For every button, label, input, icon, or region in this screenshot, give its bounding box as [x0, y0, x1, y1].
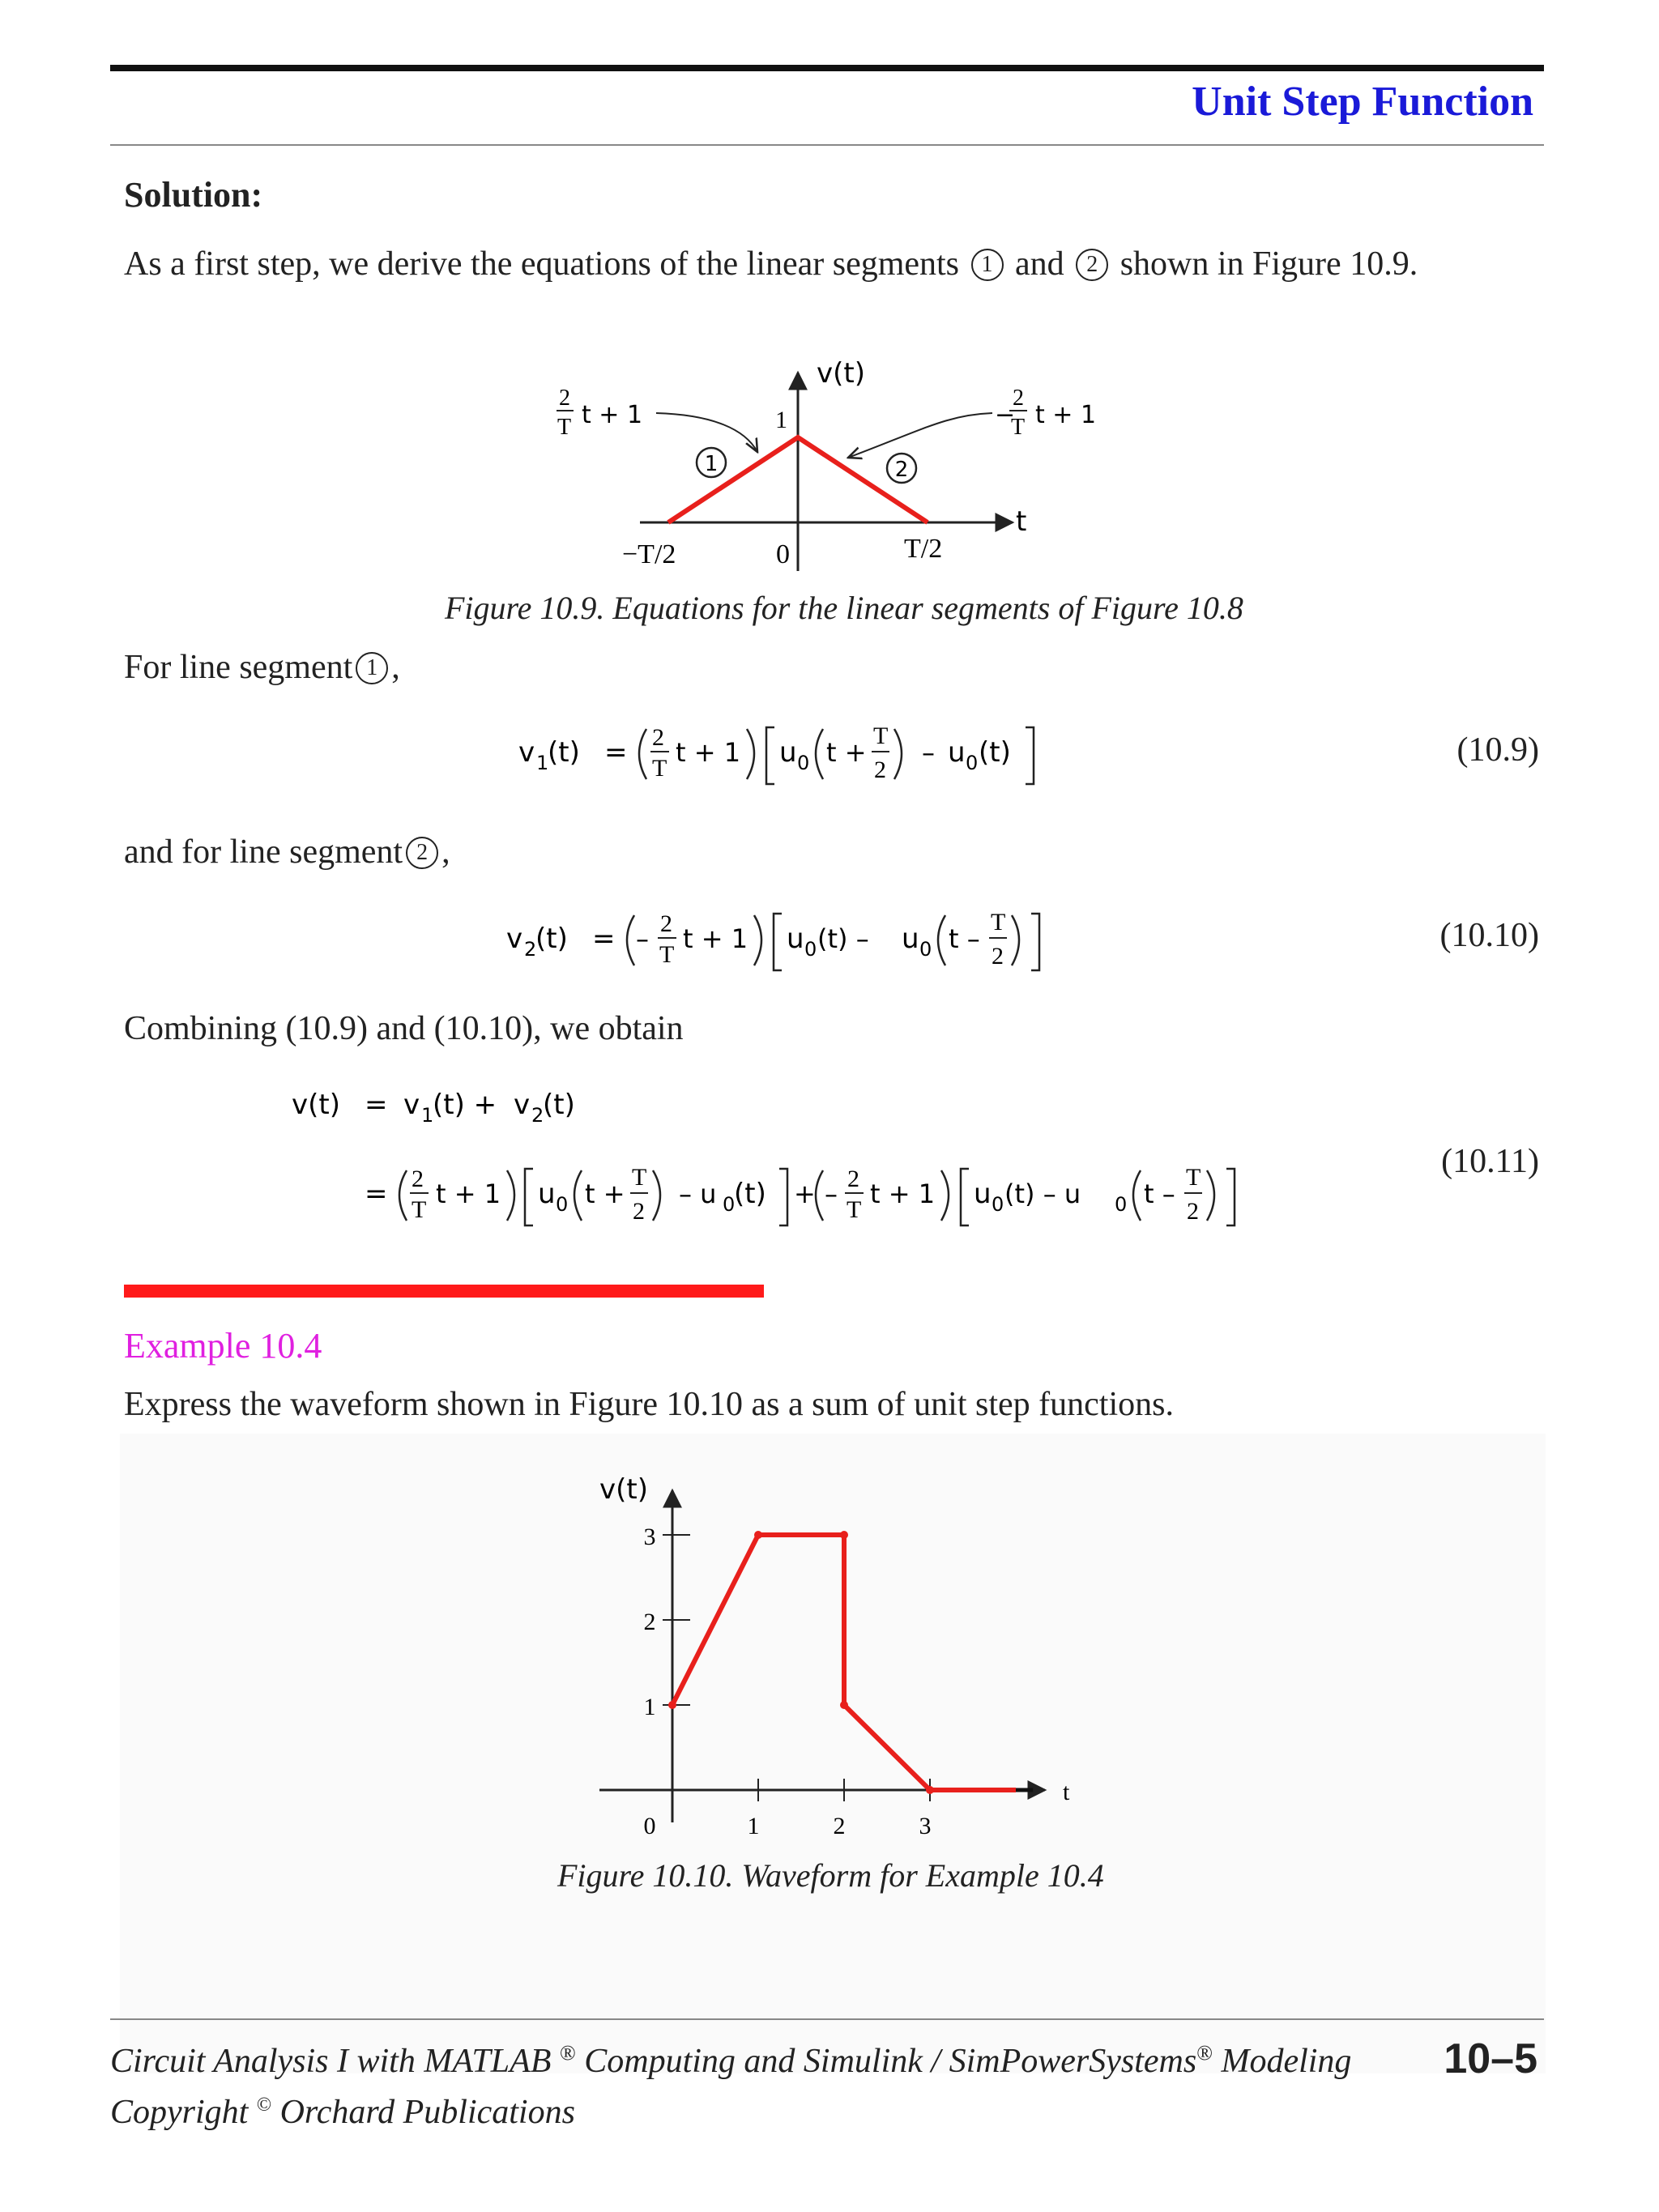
equation-10-9: [502, 703, 1085, 800]
eq11-a-den: T: [412, 1196, 427, 1223]
fig9-right-den: T: [1011, 415, 1026, 440]
fig9-tick-pos: T/2: [904, 534, 943, 564]
footer-registered-2: ®: [1196, 2041, 1213, 2065]
eq11-d-sign: –: [825, 1178, 838, 1209]
eq11-v1: v: [403, 1089, 420, 1121]
eq11-c: – u: [679, 1178, 717, 1209]
fig10-point: [840, 1701, 848, 1709]
footer-line-2: [110, 2093, 575, 2132]
eq9-coef-rest: t + 1: [676, 737, 741, 768]
segment-1-marker: 1: [971, 249, 1004, 281]
eq10-u2-num: T: [991, 909, 1006, 936]
equation-10-9-number: (10.9): [1456, 731, 1539, 769]
fig10-ylabel: v(t): [599, 1473, 648, 1506]
eq11-a-rest: t + 1: [436, 1178, 501, 1209]
eq10-coef-sign: –: [636, 923, 649, 954]
fig9-tick-zero: 0: [776, 539, 790, 569]
footer-copyright-symbol: ©: [256, 2095, 272, 2116]
fig9-left-rest: t + 1: [582, 401, 643, 429]
header-rule: [110, 144, 1544, 146]
fig9-marker-2: 2: [894, 458, 909, 482]
eq10-u2-den: 2: [992, 943, 1004, 970]
fig9-marker-1: 1: [704, 452, 719, 476]
segment-1-text: For line segment: [124, 649, 353, 686]
segment-2-comma: ,: [441, 833, 450, 871]
eq11-e-arg2: t –: [1144, 1178, 1175, 1209]
eq10-u1-arg: (t) –: [817, 923, 869, 954]
eq11-e-sub: 0: [992, 1193, 1004, 1216]
segment-1-paragraph: [124, 648, 400, 687]
figure-10-9: [535, 356, 1150, 591]
eq11-e-sub2: 0: [1115, 1193, 1128, 1216]
eq11-b-den: 2: [633, 1198, 645, 1225]
eq10-u1: u: [787, 923, 804, 955]
eq9-minus: –: [922, 737, 935, 768]
eq10-coef-rest: t + 1: [683, 923, 748, 954]
intro-after: shown in Figure 10.9.: [1120, 245, 1418, 283]
fig10-waveform: [672, 1535, 1016, 1790]
eq11-d-num: 2: [847, 1166, 859, 1192]
equation-10-11-number: (10.11): [1441, 1143, 1539, 1180]
eq11-e-num: T: [1186, 1164, 1201, 1191]
eq9-lhs-sub: 1: [536, 752, 549, 774]
eq10-coef-num: 2: [660, 910, 672, 937]
eq10-u2: u: [902, 923, 919, 955]
fig9-right-num: 2: [1013, 386, 1024, 411]
eq11-equals-2: =: [365, 1178, 388, 1210]
eq9-u1: u: [779, 736, 797, 769]
eq11-e-arg: (t) – u: [1004, 1178, 1081, 1209]
top-rule: [110, 65, 1544, 71]
eq11-e: u: [974, 1178, 992, 1210]
fig10-xlabel: t: [1063, 1779, 1070, 1805]
combining-text: Combining (10.9) and (10.10), we obtain: [124, 1010, 684, 1047]
eq11-v1-sub: 1: [421, 1104, 434, 1127]
eq9-u2-arg: (t): [979, 736, 1011, 769]
fig10-y-tick-label: 3: [643, 1524, 656, 1550]
header-title: Unit Step Function: [1192, 79, 1533, 125]
eq11-b-arg: t +: [585, 1178, 625, 1209]
eq11-lhs: v(t): [292, 1089, 340, 1121]
eq11-plus: +: [794, 1178, 816, 1209]
fig10-x-tick-label: 3: [919, 1813, 932, 1839]
fig10-point: [668, 1701, 676, 1709]
eq11-c-sub: 0: [723, 1193, 736, 1216]
fig9-ylabel: v(t): [817, 357, 865, 390]
eq9-u2: u: [948, 736, 966, 769]
eq11-c-arg: (t): [734, 1178, 766, 1210]
fig10-point: [926, 1786, 934, 1794]
eq9-u2-sub: 0: [966, 752, 979, 774]
fig9-right-sign: −: [995, 401, 1016, 429]
eq10-lhs-arg: (t): [535, 923, 568, 955]
figure-10-10-chart: [551, 1466, 1118, 1855]
eq11-d-den: T: [847, 1196, 862, 1223]
fig9-left-den: T: [557, 415, 572, 440]
example-text: Express the waveform shown in Figure 10.10 as a sum of unit step functions.: [124, 1386, 1174, 1423]
eq11-b-num: T: [632, 1164, 647, 1191]
footer-rule: [110, 2018, 1544, 2020]
fig9-peak-label: 1: [775, 407, 787, 433]
fig10-x-tick-label: 2: [833, 1813, 846, 1839]
eq11-d-rest: t + 1: [870, 1178, 936, 1209]
fig9-right-rest: t + 1: [1035, 401, 1097, 429]
eq11-v2-sub: 2: [531, 1104, 544, 1127]
fig9-tick-neg: −T/2: [622, 539, 676, 569]
equation-10-10: [490, 889, 1090, 987]
eq9-u1-arg: t +: [826, 737, 867, 768]
eq10-u2-arg: t –: [949, 923, 980, 954]
eq11-equals-1: =: [365, 1089, 388, 1121]
intro-and: and: [1015, 245, 1064, 283]
fig10-point: [840, 1531, 848, 1539]
eq11-b-sub: 0: [556, 1193, 569, 1216]
fig10-x-tick-label: 0: [643, 1813, 656, 1839]
footer-registered-1: ®: [559, 2041, 576, 2065]
intro-text: As a first step, we derive the equations of the linear segments: [124, 245, 960, 283]
eq11-v2-arg: (t): [543, 1089, 575, 1121]
intro-paragraph: [124, 245, 1418, 283]
eq9-lhs: v: [518, 736, 535, 769]
fig9-xlabel: t: [1016, 505, 1027, 538]
eq10-u1-sub: 0: [804, 938, 817, 961]
eq9-u1-num: T: [873, 722, 889, 749]
footer-book-title: Circuit Analysis I with MATLAB: [110, 2043, 552, 2080]
eq9-u1-den: 2: [874, 757, 886, 783]
page-number: 10–5: [1444, 2035, 1537, 2082]
fig10-y-tick-label: 1: [643, 1694, 656, 1720]
eq11-v2: v: [514, 1089, 531, 1121]
eq9-lhs-arg: (t): [548, 736, 580, 769]
segment-2-marker: 2: [1076, 249, 1108, 281]
example-divider: [124, 1285, 764, 1298]
fig10-x-tick-label: 1: [747, 1813, 760, 1839]
fig9-left-num: 2: [559, 386, 570, 411]
figure-10-9-caption: Figure 10.9. Equations for the linear segments of Figure 10.8: [445, 590, 1243, 626]
eq11-a-num: 2: [412, 1166, 424, 1192]
eq10-lhs-sub: 2: [524, 938, 537, 961]
equation-10-11: [275, 1073, 1328, 1259]
eq10-u2-sub: 0: [919, 938, 932, 961]
eq11-e-den: 2: [1187, 1198, 1199, 1225]
eq11-b: u: [538, 1178, 556, 1210]
eq9-coef-num: 2: [652, 724, 664, 751]
footer-publisher: Orchard Publications: [279, 2094, 575, 2131]
eq10-coef-den: T: [659, 941, 675, 968]
solution-label: Solution:: [124, 175, 263, 215]
segment-2-paragraph: [124, 833, 450, 872]
figure-10-10-caption: Figure 10.10. Waveform for Example 10.4: [557, 1857, 1104, 1894]
segment-2-marker-inline: 2: [406, 837, 438, 869]
footer-subtitle: Computing and Simulink / SimPowerSystems: [584, 2043, 1197, 2080]
equation-10-10-number: (10.10): [1439, 917, 1539, 954]
segment-1-comma: ,: [391, 649, 400, 686]
footer-line-1: [110, 2041, 1351, 2081]
footer-modeling: Modeling: [1221, 2043, 1352, 2080]
segment-2-text: and for line segment: [124, 833, 403, 871]
eq10-lhs: v: [506, 923, 523, 955]
eq9-equals: =: [604, 736, 628, 769]
fig10-y-tick-label: 2: [643, 1609, 656, 1635]
fig10-point: [754, 1531, 762, 1539]
example-title: Example 10.4: [124, 1326, 322, 1366]
footer-copyright-word: Copyright: [110, 2094, 249, 2131]
eq11-v1-arg: (t) +: [433, 1089, 497, 1121]
eq9-u1-sub: 0: [797, 752, 810, 774]
segment-1-marker-inline: 1: [356, 652, 388, 684]
eq10-equals: =: [592, 923, 616, 955]
eq9-coef-den: T: [652, 755, 667, 782]
